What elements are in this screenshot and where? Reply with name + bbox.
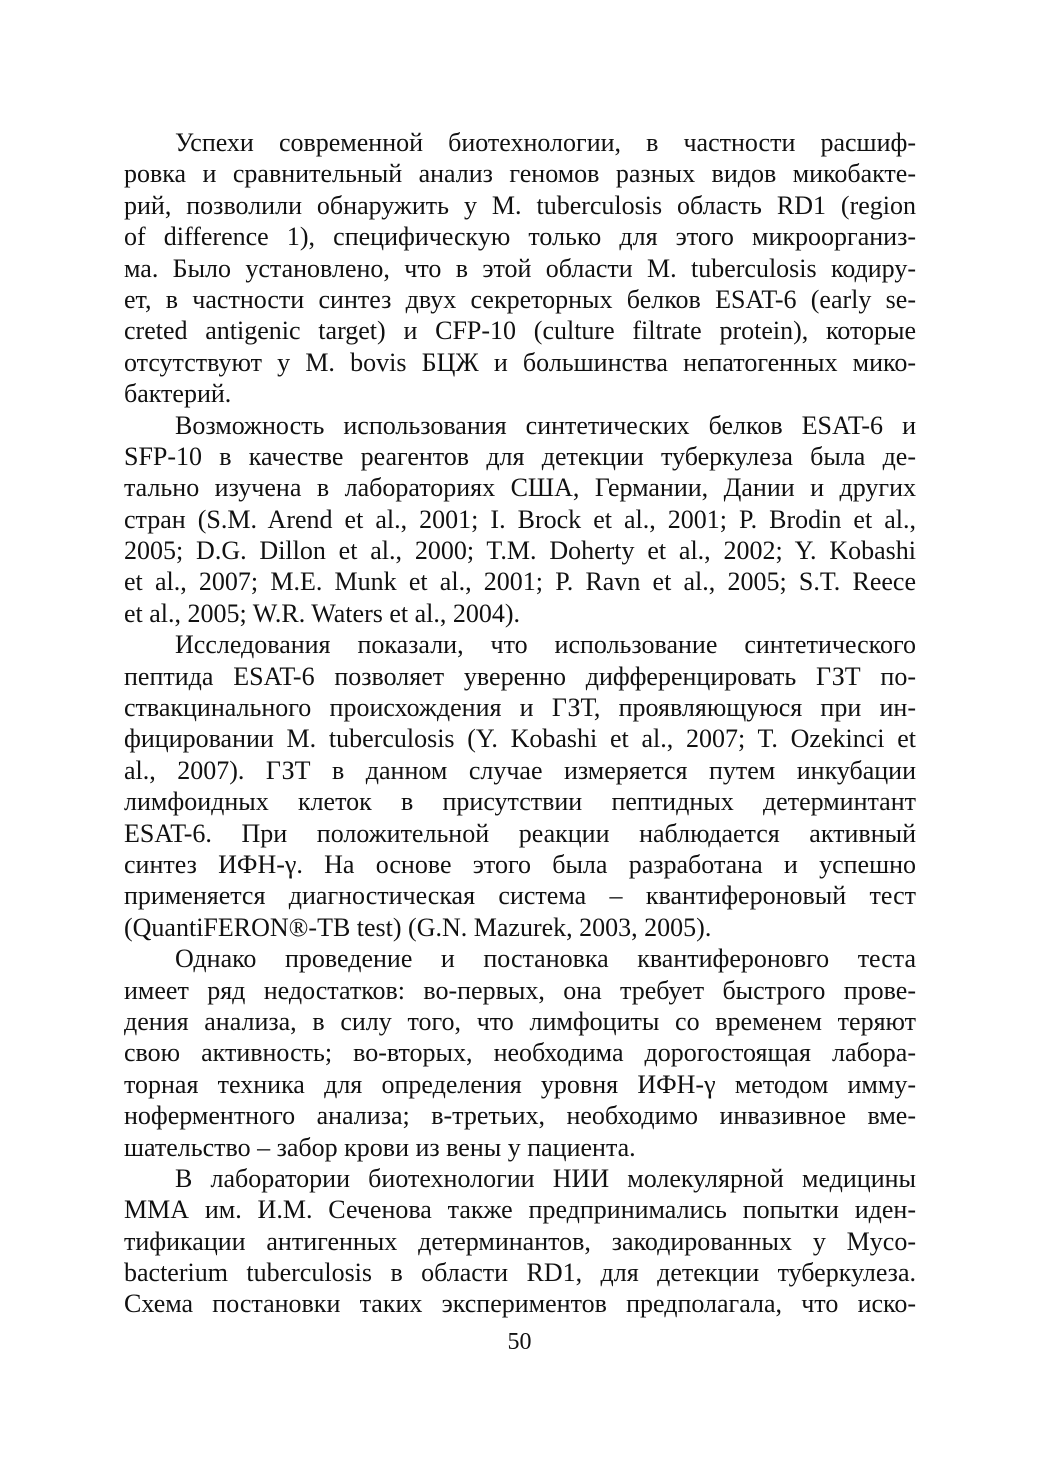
text-line: (QuantiFERON®-TB test) (G.N. Mazurek, 2003, 2005).	[124, 912, 712, 942]
body-text	[124, 127, 916, 1320]
text-line: ровка и сравнительный анализ геномов разных видов микобакте-	[124, 159, 916, 189]
paragraph	[124, 943, 916, 1163]
text-line: Исследования показали, что использование синтетического	[175, 630, 916, 660]
text-line: пептида ESAT-6 позволяет уверенно дифференцировать ГЗТ по-	[124, 661, 916, 691]
text-line: применяется диагностическая система – квантифероновый тест	[124, 881, 916, 911]
text-line: ствакцинального происхождения и ГЗТ, проявляющуюся при ин-	[124, 693, 916, 723]
page-number: 50	[507, 1329, 532, 1355]
text-line: of difference 1), специфическую только для этого микроорганиз-	[124, 222, 916, 252]
text-line: лимфоидных клеток в присутствии пептидных детерминтант	[124, 787, 916, 817]
text-line: тификации антигенных детерминантов, закодированных у Myco-	[124, 1226, 916, 1256]
text-line: al., 2007). ГЗТ в данном случае измеряется путем инкубации	[124, 755, 916, 785]
text-line: синтез ИФН-γ. На основе этого была разработана и успешно	[124, 849, 916, 879]
text-line: отсутствуют у M. bovis БЦЖ и большинства непатогенных мико-	[124, 347, 916, 377]
text-line: ма. Было установлено, что в этой области M. tuberculosis кодиру-	[124, 253, 916, 283]
text-line: ESAT-6. При положительной реакции наблюдается активный	[124, 818, 916, 848]
text-line: дения анализа, в силу того, что лимфоциты со временем теряют	[124, 1006, 916, 1036]
text-line: Схема постановки таких экспериментов предполагала, что иско-	[124, 1289, 916, 1319]
text-line: фицировании M. tuberculosis (Y. Kobashi et al., 2007; T. Ozekinci et	[124, 724, 916, 754]
text-line: свою активность; во-вторых, необходима дорогостоящая лабора-	[124, 1038, 916, 1068]
text-line: creted antigenic target) и CFP-10 (culture filtrate protein), которые	[124, 316, 916, 346]
text-line: bacterium tuberculosis в области RD1, для детекции туберкулеза.	[124, 1258, 916, 1288]
text-line: 2005; D.G. Dillon et al., 2000; T.M. Doherty et al., 2002; Y. Kobashi	[124, 536, 916, 566]
text-line: Возможность использования синтетических белков ESAT-6 и	[175, 410, 916, 440]
text-line: шательство – забор крови из вены у пациента.	[124, 1132, 636, 1162]
text-line: et al., 2005; W.R. Waters et al., 2004).	[124, 598, 521, 628]
text-line: ноферментного анализа; в-третьих, необходимо инвазивное вме-	[124, 1101, 916, 1131]
text-line: Успехи современной биотехнологии, в частности расшиф-	[175, 128, 916, 157]
paragraph	[124, 410, 916, 630]
text-line: Однако проведение и постановка квантифероновго теста	[175, 944, 916, 974]
text-line: торная техника для определения уровня ИФН-γ методом имму-	[124, 1069, 916, 1099]
text-line: ММА им. И.М. Сеченова также предпринимались попытки иден-	[124, 1195, 916, 1225]
text-line: бактерий.	[124, 379, 232, 409]
paragraph	[124, 127, 916, 410]
text-line: имеет ряд недостатков: во-первых, она требует быстрого прове-	[124, 975, 916, 1005]
paragraph	[124, 629, 916, 943]
paragraph	[124, 1163, 916, 1320]
text-line: стран (S.M. Arend et al., 2001; I. Brock et al., 2001; P. Brodin et al.,	[124, 504, 916, 534]
text-line: SFP-10 в качестве реагентов для детекции туберкулеза была де-	[124, 441, 916, 471]
text-line: В лаборатории биотехнологии НИИ молекулярной медицины	[175, 1163, 916, 1193]
text-line: et al., 2007; M.E. Munk et al., 2001; P. Ravn et al., 2005; S.T. Reece	[124, 567, 916, 597]
text-line: рий, позволили обнаружить у M. tuberculosis область RD1 (region	[124, 190, 916, 220]
text-line: ет, в частности синтез двух секреторных белков ESAT-6 (early se-	[124, 284, 916, 314]
text-line: тально изучена в лабораториях США, Германии, Дании и других	[124, 473, 916, 503]
